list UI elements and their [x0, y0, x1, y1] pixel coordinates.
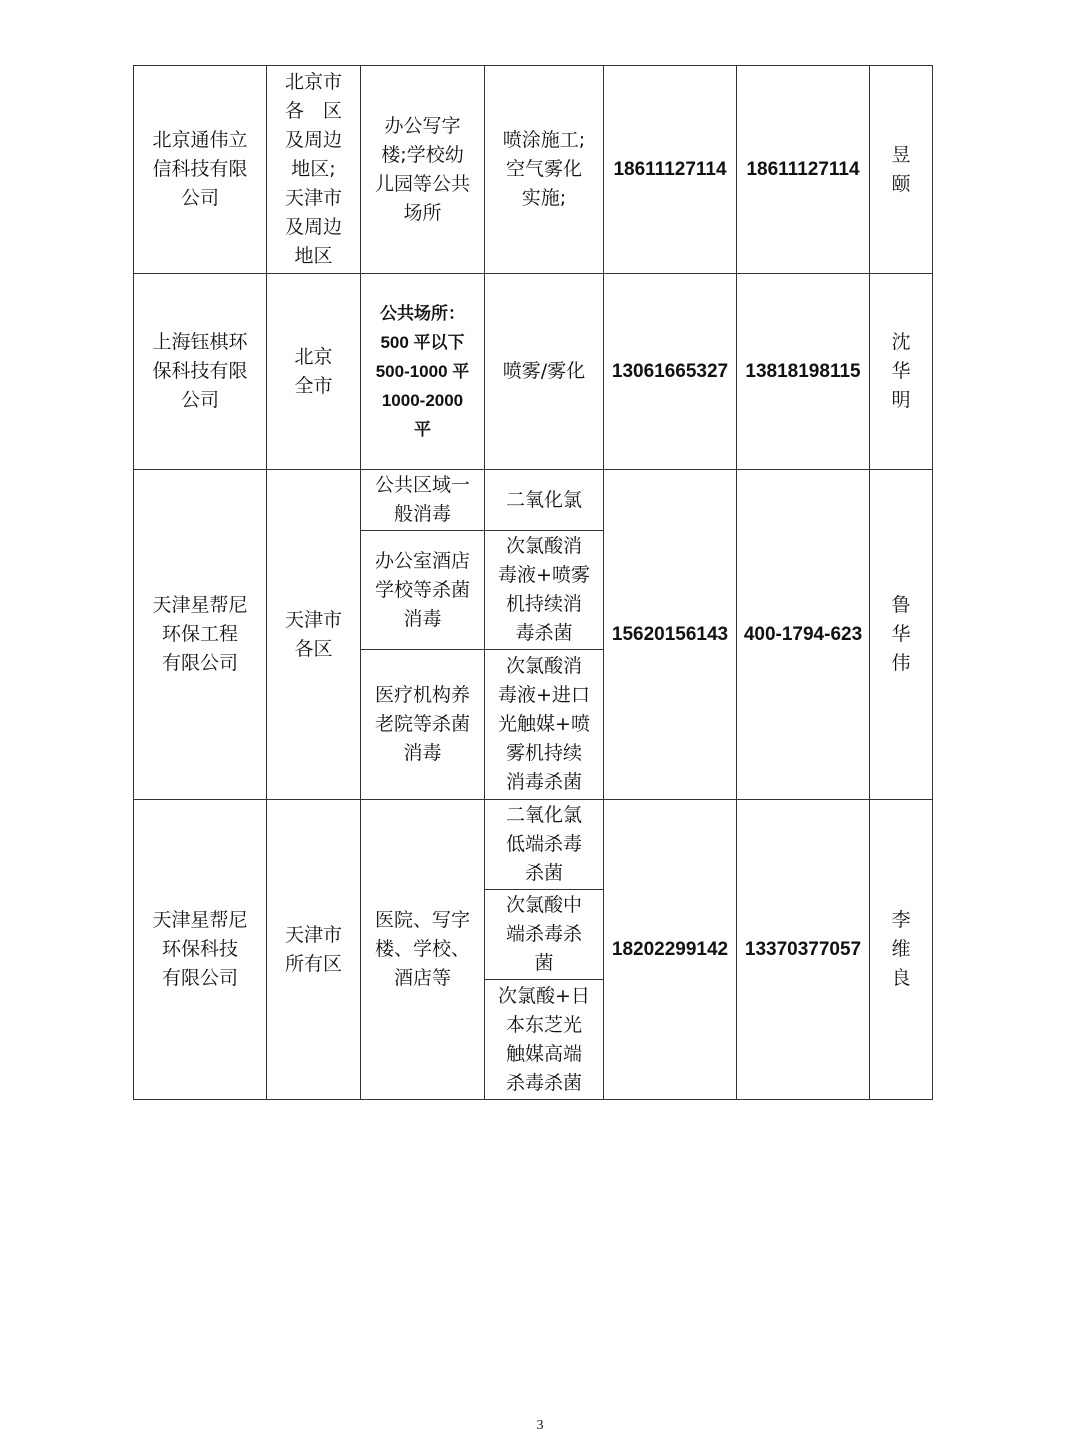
company-table	[133, 65, 933, 1100]
method-cell	[485, 890, 604, 980]
table-row	[134, 470, 933, 531]
phone-number: 18611127114	[746, 159, 860, 180]
method-cell	[485, 470, 604, 531]
company-name: 北京通伟立 信科技有限 公司	[152, 129, 248, 209]
service-scope: 公共场所： 500 平以下 500-1000 平 1000-2000 平	[375, 304, 470, 439]
method-cell	[485, 650, 604, 800]
scope-cell	[361, 650, 485, 800]
contact-cell	[870, 470, 933, 800]
page-number: 3	[536, 1418, 544, 1433]
service-scope: 医疗机构养 老院等杀菌 消毒	[374, 684, 470, 764]
service-method: 次氯酸消 毒液+进口 光触媒+喷 雾机持续 消毒杀菌	[498, 655, 590, 793]
service-method: 次氯酸中 端杀毒杀 菌	[505, 894, 582, 974]
contact-name: 鲁 华 伟	[891, 594, 911, 674]
company-name: 上海钰棋环 保科技有限 公司	[152, 331, 248, 411]
area-cell	[267, 274, 361, 470]
scope-cell	[361, 66, 485, 274]
area-cell	[267, 66, 361, 274]
phone-cell	[604, 800, 737, 1100]
phone-cell	[604, 66, 737, 274]
contact-cell	[870, 800, 933, 1100]
method-cell	[485, 980, 604, 1100]
contact-name: 李 维 良	[891, 909, 911, 989]
phone-cell	[737, 470, 870, 800]
service-scope: 办公室酒店 学校等杀菌 消毒	[374, 549, 470, 630]
phone-cell	[604, 470, 737, 800]
table-row	[134, 800, 933, 890]
service-method: 二氧化氯	[505, 488, 582, 511]
company-cell	[134, 470, 267, 800]
contact-name: 昱 颐	[891, 143, 911, 195]
phone-number: 18611127114	[613, 159, 727, 180]
service-method: 次氯酸消 毒液+喷雾 机持续消 毒杀菌	[498, 535, 590, 644]
contact-cell	[870, 66, 933, 274]
table-row	[134, 66, 933, 274]
company-cell	[134, 66, 267, 274]
method-cell	[485, 531, 604, 650]
method-cell	[485, 800, 604, 890]
phone-number: 400-1794-623	[743, 624, 863, 645]
service-area: 天津市 各区	[284, 608, 342, 660]
scope-cell	[361, 800, 485, 1100]
service-area: 北京市 各 区 及周边 地区; 天津市 及周边 地区	[284, 71, 342, 267]
contact-name: 沈 华 明	[891, 331, 911, 411]
company-name: 天津星帮尼 环保工程 有限公司	[152, 594, 248, 674]
company-name: 天津星帮尼 环保科技 有限公司	[152, 909, 248, 989]
service-method: 次氯酸+日 本东芝光 触媒高端 杀毒杀菌	[498, 984, 590, 1094]
phone-cell	[737, 66, 870, 274]
contact-cell	[870, 274, 933, 470]
method-cell	[485, 274, 604, 470]
area-cell	[267, 470, 361, 800]
service-method: 二氧化氯 低端杀毒 杀菌	[505, 804, 582, 884]
phone-number: 13370377057	[744, 939, 862, 960]
scope-cell	[361, 274, 485, 470]
phone-cell	[737, 274, 870, 470]
phone-number: 18202299142	[611, 939, 729, 960]
phone-cell	[604, 274, 737, 470]
phone-number: 15620156143	[611, 624, 729, 645]
service-scope: 公共区域一 般消毒	[374, 474, 470, 525]
service-method: 喷涂施工; 空气雾化 实施;	[502, 129, 586, 209]
method-cell	[485, 66, 604, 274]
scope-cell	[361, 470, 485, 531]
table-row	[134, 274, 933, 470]
scope-cell	[361, 531, 485, 650]
phone-number: 13061665327	[611, 361, 729, 382]
company-cell	[134, 800, 267, 1100]
service-scope: 医院、写字 楼、学校、 酒店等	[374, 909, 470, 989]
service-scope: 办公写字 楼;学校幼 儿园等公共 场所	[374, 114, 470, 224]
service-method: 喷雾/雾化	[502, 360, 586, 382]
phone-number: 13818198115	[745, 361, 861, 382]
area-cell	[267, 800, 361, 1100]
company-cell	[134, 274, 267, 470]
service-area: 天津市 所有区	[284, 923, 342, 975]
service-area: 北京 全市	[294, 345, 333, 397]
phone-cell	[737, 800, 870, 1100]
